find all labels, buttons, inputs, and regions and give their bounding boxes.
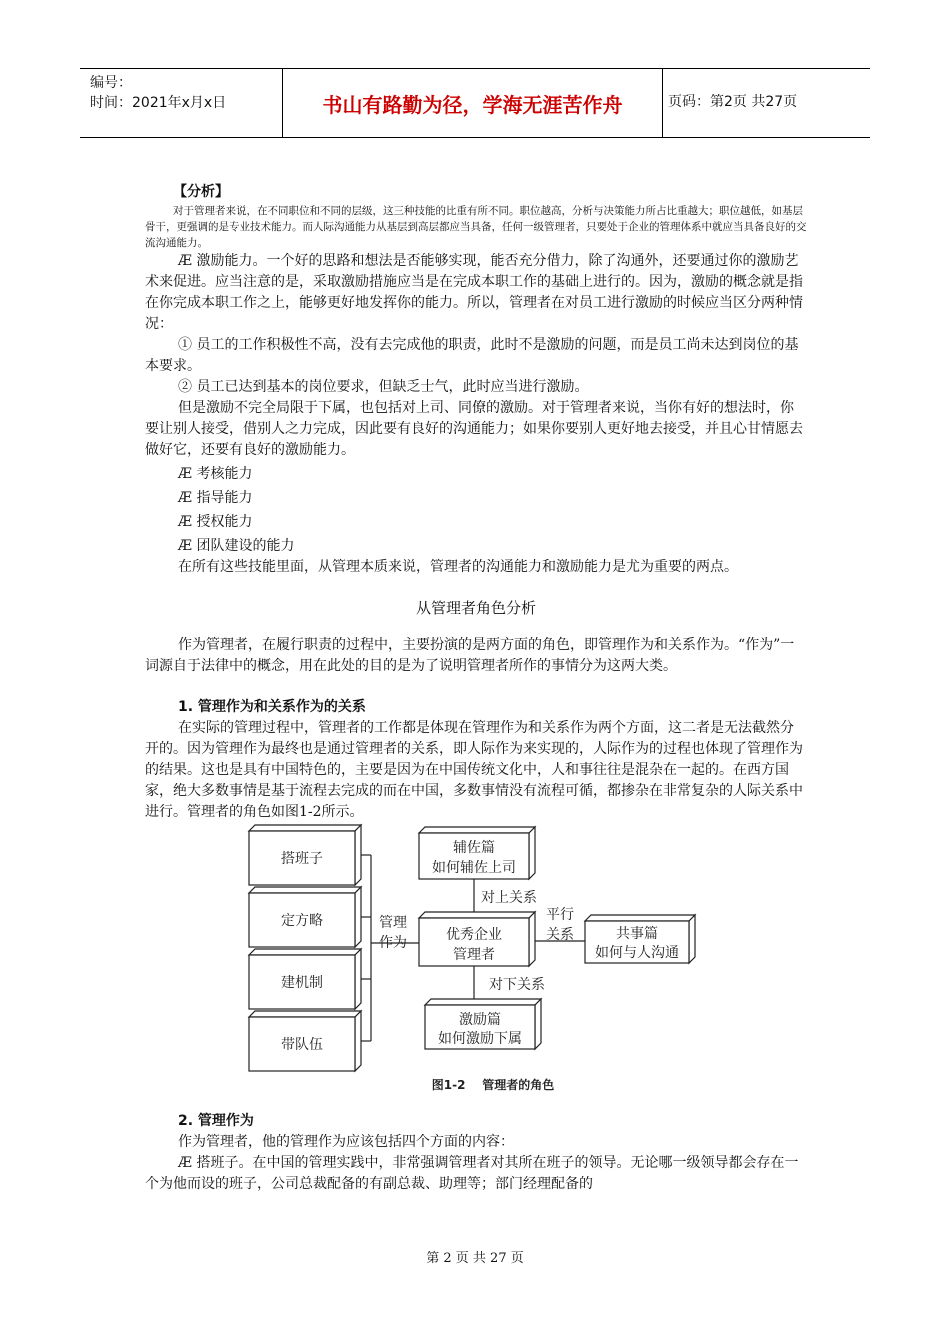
role-intro: 作为管理者，在履行职责的过程中，主要扮演的是两方面的角色，即管理作为和关系作为。“作为”一词源自于法律中的概念，用在此处的目的是为了说明管理者所作的事情分为这两大类。: [145, 637, 795, 674]
left-box-label: 带队伍: [281, 1037, 323, 1053]
figure-caption: 图1-2 管理者的角色: [431, 1078, 555, 1092]
downward-relation-label: 对下关系: [489, 977, 545, 993]
peers-title: 共事篇: [616, 926, 658, 942]
skill-item: Æ 授权能力: [178, 514, 253, 530]
document-body: [145, 182, 807, 1195]
time-label: 时间：2021年x月x日: [90, 95, 227, 111]
skill-item: Æ 考核能力: [178, 466, 253, 482]
subsection-2-title: 2. 管理作为: [178, 1113, 254, 1129]
parallel-relation-label: 平行: [546, 907, 574, 923]
motivation-case-1: ① 员工的工作积极性不高，没有去完成他的职责，此时不是激励的问题，而是员工尚未达到岗位的基本要求。: [145, 337, 799, 374]
left-box-label: 建机制: [281, 975, 323, 991]
subordinates-title: 激励篇: [459, 1012, 501, 1028]
peers-subtitle: 如何与人沟通: [595, 945, 679, 961]
left-box-label: 搭班子: [281, 851, 323, 867]
section-title: 从管理者角色分析: [415, 599, 536, 617]
connector-label: 管理: [379, 915, 407, 931]
header-divider: [662, 69, 663, 137]
header-meta: [90, 73, 226, 113]
page-header: [80, 68, 870, 138]
motivation-case-2: ② 员工已达到基本的岗位要求，但缺乏士气，此时应当进行激励。: [178, 379, 589, 395]
skill-item: Æ 指导能力: [178, 490, 253, 506]
number-label: 编号：: [90, 75, 132, 91]
page-footer: 第 2 页 共 27 页: [426, 1251, 524, 1266]
role-diagram-svg: [145, 823, 807, 1095]
parallel-relation-label: 关系: [546, 927, 574, 943]
subsection-1-text: 在实际的管理过程中，管理者的工作都是体现在管理作为和关系作为两个方面，这二者是无法截然分开的。因为管理作为最终也是通过管理者的关系，即人际作为来实现的，人际作为的过程也体现了管理作为的结果。这也是具有中国特色的，主要是因为在中国传统文化中，人和事往往是混杂在一起的。在西方国家，绝大多数事情是基于流程去完成的而在中国，多数事情没有流程可循，都掺杂在非常复杂的人际关系中进行。管理者的角色如图1-2所示。: [145, 720, 803, 820]
skills-summary: 在所有这些技能里面，从管理本质来说，管理者的沟通能力和激励能力是尤为重要的两点。: [178, 559, 738, 575]
header-motto: 书山有路勤为径，学海无涯苦作舟: [322, 93, 623, 117]
motivation-paragraph: Æ 激励能力。一个好的思路和想法是否能够实现，能否充分借力，除了沟通外，还要通过你的激励艺术来促进。应当注意的是，采取激励措施应当是在完成本职工作的基础上进行的。因为，激励的概念就是指在你完成本职工作之上，能够更好地发挥你的能力。所以，管理者在对员工进行激励的时候应当区分两种情况：: [145, 253, 803, 332]
subsection-2-item-1: Æ 搭班子。在中国的管理实践中，非常强调管理者对其所在班子的领导。无论哪一级领导都会存在一个为他而设的班子，公司总裁配备的有副总裁、助理等；部门经理配备的: [145, 1155, 799, 1192]
subordinates-subtitle: 如何激励下属: [438, 1031, 522, 1047]
upward-relation-label: 对上关系: [481, 890, 537, 906]
motivation-paragraph-2: 但是激励不完全局限于下属，也包括对上司、同僚的激励。对于管理者来说，当你有好的想法时，你要让别人接受，借别人之力完成，因此要有良好的沟通能力；如果你要别人更好地去接受，并且心甘情愿去做好它，还要有良好的激励能力。: [145, 400, 803, 458]
center-title: 优秀企业: [446, 927, 502, 943]
bullet-symbol: Æ: [178, 253, 193, 269]
analysis-text: 对于管理者来说，在不同职位和不同的层级，这三种技能的比重有所不同。职位越高，分析与决策能力所占比重越大；职位越低，如基层骨干，更强调的是专业技术能力。而人际沟通能力从基层到高层都应当具备，任何一级管理者，只要处于企业的管理体系中就应当具备良好的交流沟通能力。: [145, 205, 807, 249]
skill-item: Æ 团队建设的能力: [178, 538, 295, 554]
superior-title: 辅佐篇: [453, 840, 495, 856]
connector-label: 作为: [379, 935, 407, 951]
analysis-title: 【分析】: [173, 184, 229, 200]
center-subtitle: 管理者: [453, 947, 495, 963]
superior-subtitle: 如何辅佐上司: [432, 860, 516, 876]
left-box-label: 定方略: [281, 913, 323, 929]
header-divider: [282, 69, 283, 137]
subsection-1-title: 1. 管理作为和关系作为的关系: [178, 699, 366, 715]
subsection-2-intro: 作为管理者，他的管理作为应该包括四个方面的内容：: [178, 1134, 514, 1150]
role-diagram: [145, 823, 807, 1095]
header-page-label: 页码：第2页 共27页: [668, 94, 798, 110]
